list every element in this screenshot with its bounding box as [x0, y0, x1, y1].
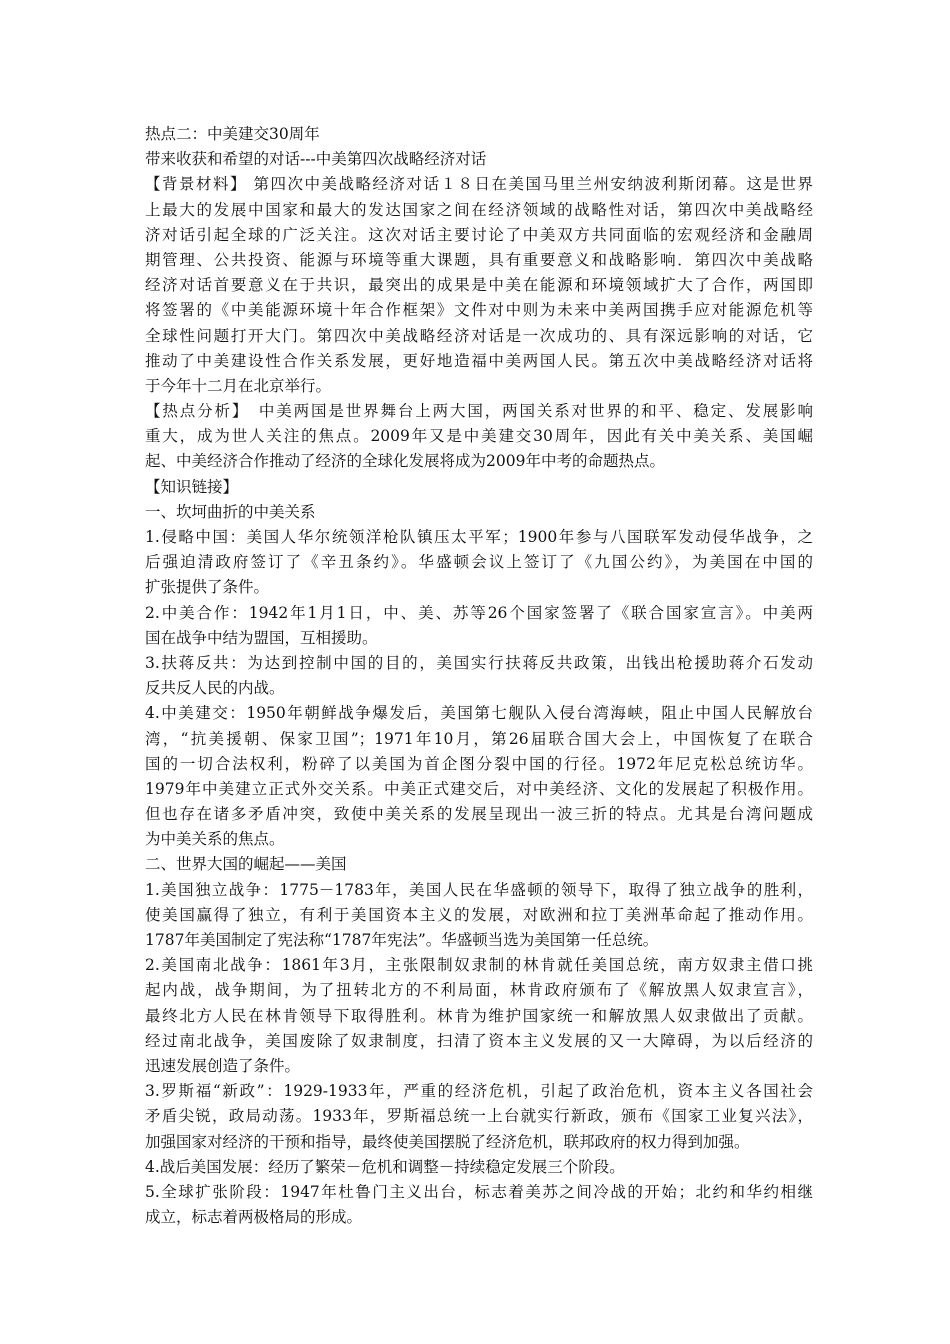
- text-line: 湾，“抗美援朝、保家卫国”；1971年10月，第26届联合国大会上，中国恢复了在联合: [145, 729, 813, 748]
- paragraph-s2-item1: [145, 878, 813, 954]
- document-title: 热点二：中美建交30周年: [145, 125, 320, 143]
- paragraph-s2-item5: [145, 1180, 813, 1230]
- paragraph-background: [145, 172, 813, 399]
- paragraph-s2-item3: [145, 1079, 813, 1155]
- paragraph-s2-item2: [145, 953, 813, 1079]
- paragraph-section2-heading: [145, 852, 813, 877]
- text-line: 经过南北战争，美国废除了奴隶制度，扫清了资本主义发展的又一大障碍，为以后经济的: [145, 1031, 813, 1050]
- text-line: 【知识链接】: [145, 477, 239, 496]
- text-line: 成立，标志着两极格局的形成。: [145, 1208, 363, 1227]
- text-line: 全球性问题打开大门。第四次中美战略经济对话是一次成功的、具有深远影响的对话，它: [145, 326, 813, 345]
- text-line: 经济对话首要意义在于共识，最突出的成果是中美在能源和环境领域扩大了合作，两国即: [145, 276, 813, 295]
- text-line: 但也存在诸多矛盾冲突，致使中美关系的发展呈现出一波三折的特点。尤其是台湾问题成: [145, 805, 813, 824]
- text-line: 3.罗斯福“新政”：1929-1933年，严重的经济危机，引起了政治危机，资本主义各国社会: [145, 1082, 813, 1101]
- paragraph-s1-item4: [145, 701, 813, 852]
- text-line: 为中美关系的焦点。: [145, 830, 285, 849]
- paragraph-section1-heading: [145, 500, 813, 525]
- paragraph-s1-item3: [145, 651, 813, 701]
- text-line: 2.中美合作：1942年1月1日，中、美、苏等26个国家签署了《联合国家宣言》。中美两: [145, 603, 813, 622]
- text-line: 反共反人民的内战。: [145, 679, 285, 698]
- paragraph-analysis: [145, 399, 813, 475]
- text-line: 1787年美国制定了宪法称“1787年宪法”。华盛顿当选为美国第一任总统。: [145, 931, 659, 949]
- text-line: 最终北方人民在林肯领导下取得胜利。林肯为维护国家统一和解放黑人奴隶做出了贡献。: [145, 1006, 813, 1025]
- text-line: 起内战，战争期间，为了扭转北方的不利局面，林肯政府颁布了《解放黑人奴隶宣言》，: [145, 981, 813, 1000]
- text-line: 重大，成为世人关注的焦点。2009年又是中美建交30周年，因此有关中美关系、美国崛: [145, 427, 813, 446]
- text-line: 迅速发展创造了条件。: [145, 1056, 301, 1075]
- document-body: [145, 172, 813, 1230]
- paragraph-s1-item2: [145, 601, 813, 651]
- paragraph-s1-item1: [145, 525, 813, 601]
- text-line: 一、坎坷曲折的中美关系: [145, 502, 316, 521]
- text-line: 将签署的《中美能源环境十年合作框架》文件对中则为未来中美两国携手应对能源危机等: [145, 301, 813, 320]
- text-line: 5.全球扩张阶段：1947年杜鲁门主义出台，标志着美苏之间冷战的开始；北约和华约相继: [145, 1182, 813, 1201]
- document-page: [145, 122, 813, 1230]
- text-line: 使美国赢得了独立，有利于美国资本主义的发展，对欧洲和拉丁美洲革命起了推动作用。: [145, 905, 813, 924]
- text-line: 【背景材料】 第四次中美战略经济对话１８日在美国马里兰州安纳波利斯闭幕。这是世界: [145, 175, 813, 194]
- text-line: 于今年十二月在北京举行。: [145, 376, 332, 395]
- text-line: 矛盾尖锐，政局动荡。1933年，罗斯福总统一上台就实行新政，颁布《国家工业复兴法》，: [145, 1107, 813, 1126]
- text-line: 扩张提供了条件。: [145, 578, 270, 597]
- paragraph-s2-item4: [145, 1155, 813, 1180]
- text-line: 1.美国独立战争：1775－1783年，美国人民在华盛顿的领导下，取得了独立战争的胜利，: [145, 880, 813, 899]
- text-line: 加强国家对经济的干预和指导，最终使美国摆脱了经济危机，联邦政府的权力得到加强。: [145, 1132, 750, 1151]
- text-line: 2.美国南北战争：1861年3月，主张限制奴隶制的林肯就任美国总统，南方奴隶主借口挑: [145, 956, 813, 975]
- text-line: 起、中美经济合作推动了经济的全球化发展将成为2009年中考的命题热点。: [145, 452, 665, 471]
- document-subtitle: 带来收获和希望的对话---中美第四次战略经济对话: [145, 150, 487, 169]
- text-line: 二、世界大国的崛起——美国: [145, 855, 347, 874]
- text-line: 3.扶蒋反共：为达到控制中国的目的，美国实行扶蒋反共政策，出钱出枪援助蒋介石发动: [145, 653, 813, 672]
- text-line: 国在战争中结为盟国，互相援助。: [145, 628, 378, 647]
- text-line: 国的一切合法权利，粉碎了以美国为首企图分裂中国的行径。1972年尼克松总统访华。: [145, 754, 813, 773]
- text-line: 4.战后美国发展：经历了繁荣－危机和调整－持续稳定发展三个阶段。: [145, 1157, 625, 1176]
- text-line: 后强迫清政府签订了《辛丑条约》。华盛顿会议上签订了《九国公约》，为美国在中国的: [145, 553, 813, 572]
- text-line: 济对话引起全球的广泛关注。这次对话主要讨论了中美双方共同面临的宏观经济和金融周: [145, 225, 813, 244]
- text-line: 【热点分析】 中美两国是世界舞台上两大国，两国关系对世界的和平、稳定、发展影响: [145, 402, 813, 421]
- text-line: 期管理、公共投资、能源与环境等重大课题，具有重要意义和战略影响．第四次中美战略: [145, 250, 813, 269]
- text-line: 上最大的发展中国家和最大的发达国家之间在经济领域的战略性对话，第四次中美战略经: [145, 200, 813, 219]
- text-line: 1979年中美建立正式外交关系。中美正式建交后，对中美经济、文化的发展起了积极作用。: [145, 779, 813, 798]
- text-line: 1.侵略中国：美国人华尔统领洋枪队镇压太平军；1900年参与八国联军发动侵华战争，之: [145, 528, 813, 546]
- text-line: 4.中美建交：1950年朝鲜战争爆发后，美国第七舰队入侵台湾海峡，阻止中国人民解放台: [145, 704, 813, 723]
- paragraph-knowledge-heading: [145, 475, 813, 500]
- text-line: 推动了中美建设性合作关系发展，更好地造福中美两国人民。第五次中美战略经济对话将: [145, 351, 813, 370]
